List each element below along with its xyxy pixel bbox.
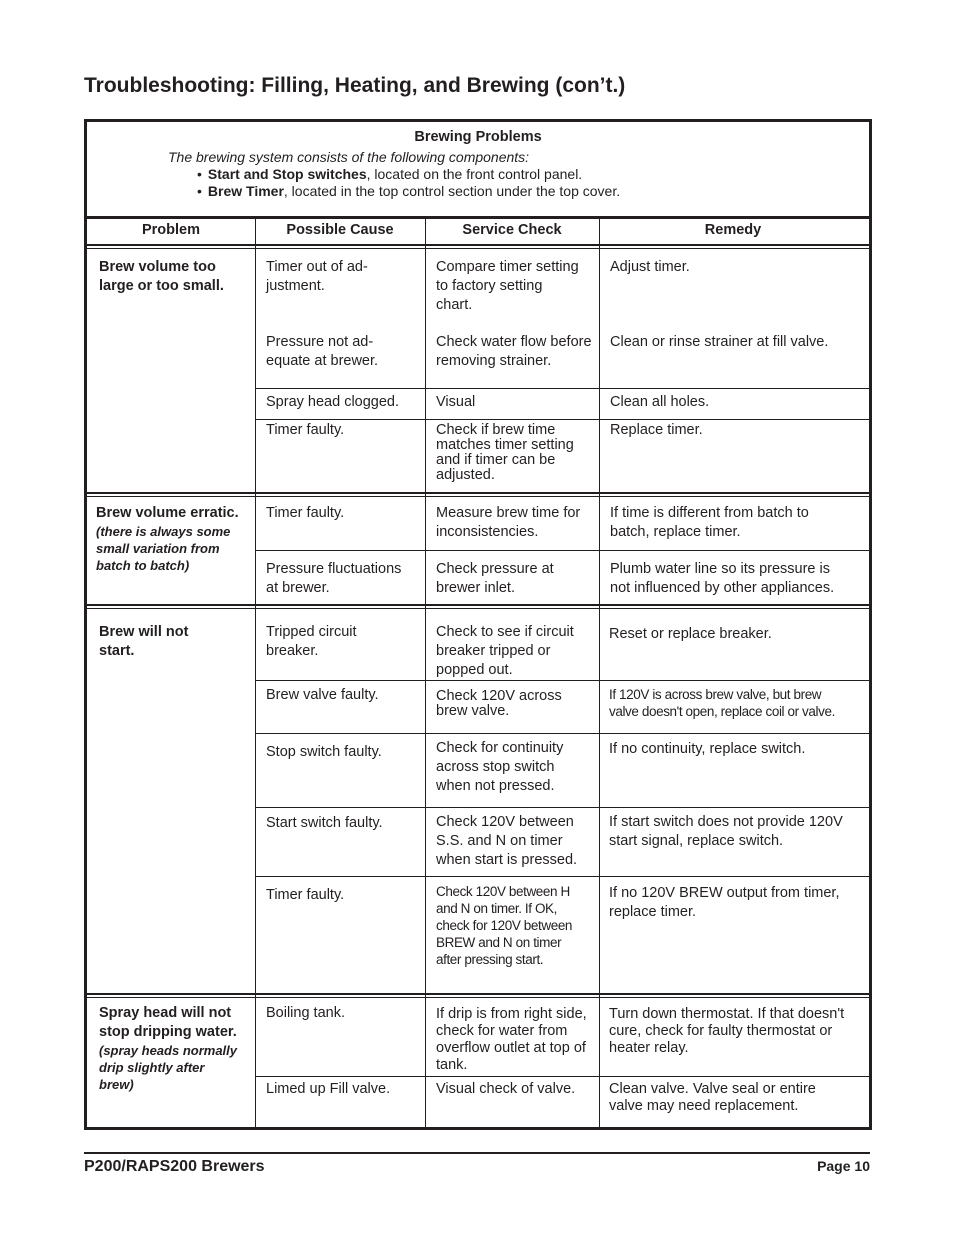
column-header-remedy: Remedy — [704, 222, 762, 238]
cause-cell: Timer faulty. — [266, 505, 345, 521]
footer-rule — [84, 1152, 870, 1154]
group-divider — [87, 608, 869, 609]
row-divider — [255, 550, 869, 551]
remedy-cell: If 120V is across brew valve, but brew valve doesn't open, replace coil or valve. — [609, 687, 835, 719]
row-divider — [255, 1076, 869, 1077]
remedy-cell: Clean or rinse strainer at fill valve. — [610, 334, 829, 350]
component-name: Brew Timer — [207, 183, 284, 199]
component-list — [197, 166, 620, 200]
check-cell: Check if brew time matches timer setting and if timer can be adjusted. — [436, 422, 574, 483]
remedy-cell: Turn down thermostat. If that doesn't cure, check for faulty thermostat or heater relay. — [609, 1006, 845, 1056]
header-rule — [87, 244, 869, 246]
component-location: , located in the top control section under the top cover. — [283, 183, 621, 199]
group-divider — [87, 993, 869, 995]
footer-product: P200/RAPS200 Brewers — [84, 1158, 265, 1175]
problem-cell — [99, 1004, 252, 1093]
problem-note: (there is always some small variation from batch to batch) — [96, 524, 231, 573]
problem-text: Brew volume too large or too small. — [99, 259, 224, 294]
component-name: Start and Stop switches — [207, 166, 367, 182]
check-cell: Compare timer setting to factory setting chart. — [436, 259, 579, 313]
remedy-cell: If start switch does not provide 120V start signal, replace switch. — [609, 814, 843, 849]
remedy-cell: Clean all holes. — [610, 394, 710, 410]
column-divider — [599, 216, 600, 1127]
box-intro: The brewing system consists of the following components: — [168, 149, 530, 165]
component-location: , located on the front control panel. — [366, 166, 583, 182]
column-divider — [425, 216, 426, 1127]
problem-cell — [99, 623, 249, 661]
remedy-cell: Adjust timer. — [610, 259, 690, 275]
cause-cell: Boiling tank. — [266, 1005, 345, 1021]
check-cell: Check 120V between S.S. and N on timer when start is pressed. — [436, 814, 578, 868]
row-divider — [255, 388, 869, 389]
check-cell: Check to see if circuit breaker tripped or popped out. — [436, 624, 574, 678]
component-item — [197, 166, 620, 183]
cause-cell: Brew valve faulty. — [266, 687, 379, 703]
row-divider — [255, 876, 869, 877]
brewing-problems-box — [87, 122, 869, 219]
row-divider — [255, 733, 869, 734]
cause-cell: Timer faulty. — [266, 887, 345, 903]
row-divider — [255, 419, 869, 420]
check-cell: Check 120V between H and N on timer. If OK, check for 120V between BREW and N on timer after pressing start. — [436, 884, 573, 967]
check-cell: Visual — [436, 394, 476, 410]
check-cell: Check pressure at brewer inlet. — [436, 561, 554, 596]
remedy-cell: If time is different from batch to batch, replace timer. — [610, 505, 809, 540]
cause-cell: Tripped circuit breaker. — [266, 624, 357, 659]
group-divider — [87, 492, 869, 494]
column-header-check: Service Check — [462, 222, 562, 238]
check-cell: Check for continuity across stop switch when not pressed. — [436, 740, 564, 794]
page-number: Page 10 — [817, 1158, 870, 1174]
remedy-cell: Plumb water line so its pressure is not influenced by other appliances. — [610, 561, 835, 596]
problem-text: Brew volume erratic. — [96, 505, 239, 521]
check-cell: Check water flow before removing strainer. — [436, 334, 592, 369]
remedy-cell: Clean valve. Valve seal or entire valve may need replacement. — [609, 1081, 816, 1114]
cause-cell: Timer out of ad- justment. — [266, 259, 368, 294]
header-rule — [87, 248, 869, 249]
group-divider — [87, 604, 869, 606]
box-heading: Brewing Problems — [414, 129, 542, 145]
cause-cell: Limed up Fill valve. — [266, 1081, 391, 1097]
group-divider — [87, 496, 869, 497]
page-title: Troubleshooting: Filling, Heating, and Brewing (con’t.) — [84, 74, 626, 97]
remedy-cell: If no continuity, replace switch. — [609, 741, 806, 757]
column-header-problem: Problem — [141, 222, 200, 238]
troubleshooting-table — [84, 119, 872, 1130]
problem-note: (spray heads normally drip slightly after brew) — [99, 1043, 237, 1092]
problem-cell — [99, 258, 249, 296]
cause-cell: Start switch faulty. — [266, 815, 383, 831]
column-divider — [255, 216, 256, 1127]
cause-cell: Spray head clogged. — [266, 394, 400, 410]
remedy-cell: Reset or replace breaker. — [609, 626, 772, 642]
row-divider — [255, 680, 869, 681]
check-cell: If drip is from right side, check for water from overflow outlet at top of tank. — [436, 1006, 587, 1073]
component-item — [197, 183, 620, 200]
check-cell: Check 120V across brew valve. — [436, 688, 562, 719]
remedy-cell: If no 120V BREW output from timer, replace timer. — [609, 885, 840, 920]
check-cell: Visual check of valve. — [436, 1081, 576, 1097]
row-divider — [255, 807, 869, 808]
cause-cell: Timer faulty. — [266, 422, 345, 438]
check-cell: Measure brew time for inconsistencies. — [436, 505, 581, 540]
problem-text: Brew will not start. — [99, 624, 189, 659]
cause-cell: Stop switch faulty. — [266, 744, 382, 760]
column-header-cause: Possible Cause — [286, 222, 394, 238]
cause-cell: Pressure fluctuations at brewer. — [266, 561, 402, 596]
remedy-cell: Replace timer. — [610, 422, 703, 438]
problem-text: Spray head will not stop dripping water. — [99, 1005, 237, 1040]
cause-cell: Pressure not ad- equate at brewer. — [266, 334, 379, 369]
problem-cell — [96, 504, 252, 574]
group-divider — [87, 997, 869, 998]
